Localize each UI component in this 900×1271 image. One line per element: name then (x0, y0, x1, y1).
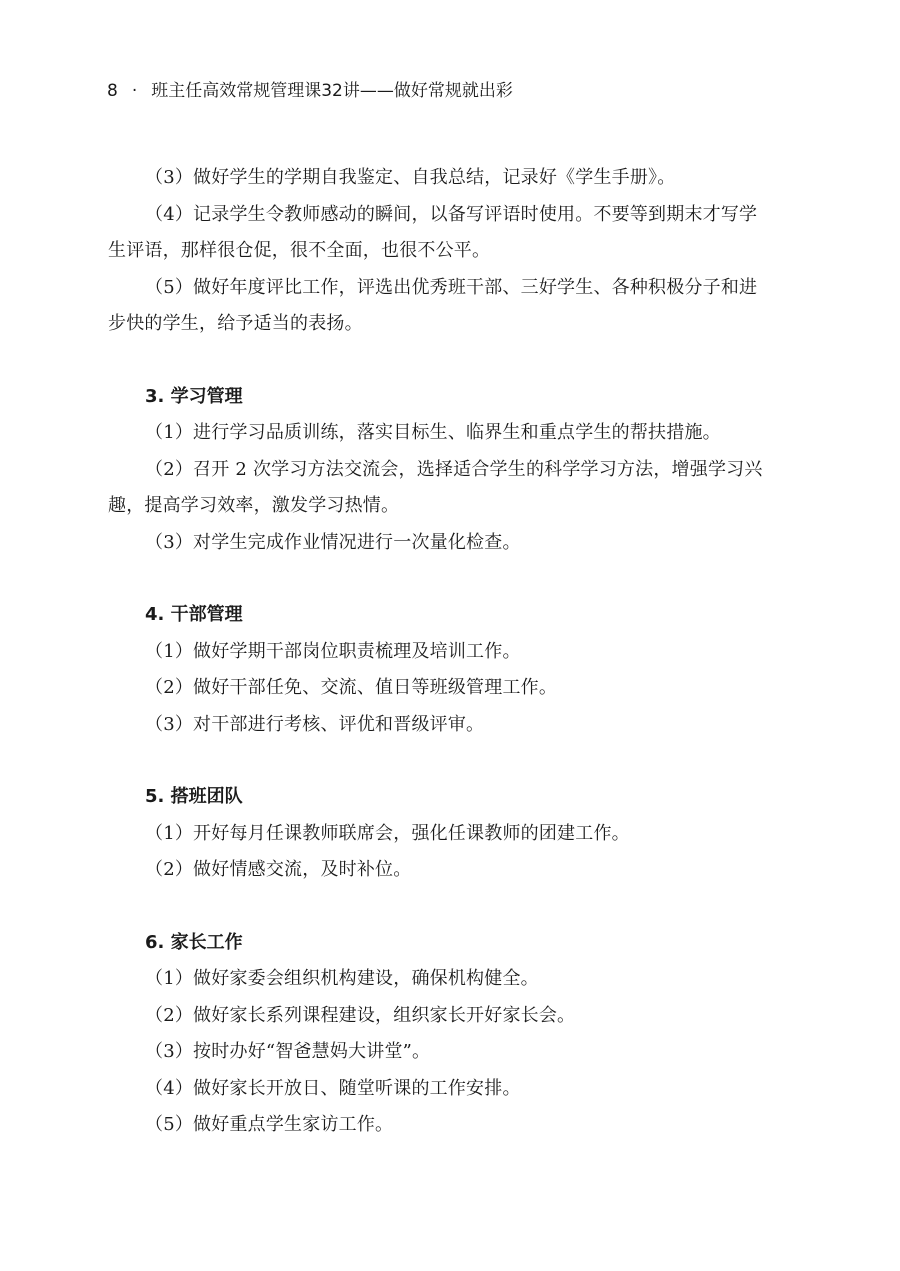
section-heading: 4. 干部管理 (145, 604, 243, 625)
page-number: 8 (107, 81, 118, 101)
list-item: （2）做好家长系列课程建设，组织家长开好家长会。 (145, 1004, 576, 1026)
list-item: （5）做好年度评比工作，评选出优秀班干部、三好学生、各种积极分子和进步快的学生，给予适当的表扬。 (108, 276, 758, 334)
list-item: （2）召开 2 次学习方法交流会，选择适合学生的科学学习方法，增强学习兴趣，提高学习效率，激发学习热情。 (108, 458, 763, 516)
list-item: （2）做好情感交流，及时补位。 (145, 859, 412, 880)
list-item: （2）做好干部任免、交流、值日等班级管理工作。 (145, 677, 558, 698)
list-item: （1）进行学习品质训练，落实目标生、临界生和重点学生的帮扶措施。 (145, 422, 721, 443)
header-separator: · (131, 81, 138, 101)
list-item: （1）做好学期干部岗位职责梳理及培训工作。 (145, 640, 521, 662)
list-item: （4）记录学生令教师感动的瞬间，以备写评语时使用。不要等到期末才写学生评语，那样很仓促，很不全面，也很不公平。 (108, 203, 758, 261)
page-body (108, 160, 772, 1144)
section-teaching-team (108, 779, 772, 889)
list-item: （3）对干部进行考核、评优和晋级评审。 (145, 713, 485, 735)
section-study-management (108, 379, 772, 562)
section-heading: 3. 学习管理 (145, 385, 243, 407)
list-item: （4）做好家长开放日、随堂听课的工作安排。 (145, 1077, 521, 1099)
section-heading: 5. 搭班团队 (145, 786, 243, 807)
section-parent-work (108, 925, 772, 1144)
list-item: （3）按时办好“智爸慧妈大讲堂”。 (145, 1041, 431, 1062)
running-head (107, 80, 807, 102)
section-heading: 6. 家长工作 (145, 931, 243, 953)
book-title: 班主任高效常规管理课32讲——做好常规就出彩 (151, 81, 513, 101)
list-item: （1）做好家委会组织机构建设，确保机构健全。 (145, 968, 539, 989)
intro-items (108, 160, 772, 343)
list-item: （1）开好每月任课教师联席会，强化任课教师的团建工作。 (145, 822, 630, 844)
list-item: （3）对学生完成作业情况进行一次量化检查。 (145, 531, 521, 553)
section-cadre-management (108, 597, 772, 743)
list-item: （3）做好学生的学期自我鉴定、自我总结，记录好《学生手册》。 (145, 167, 676, 188)
list-item: （5）做好重点学生家访工作。 (145, 1114, 394, 1135)
